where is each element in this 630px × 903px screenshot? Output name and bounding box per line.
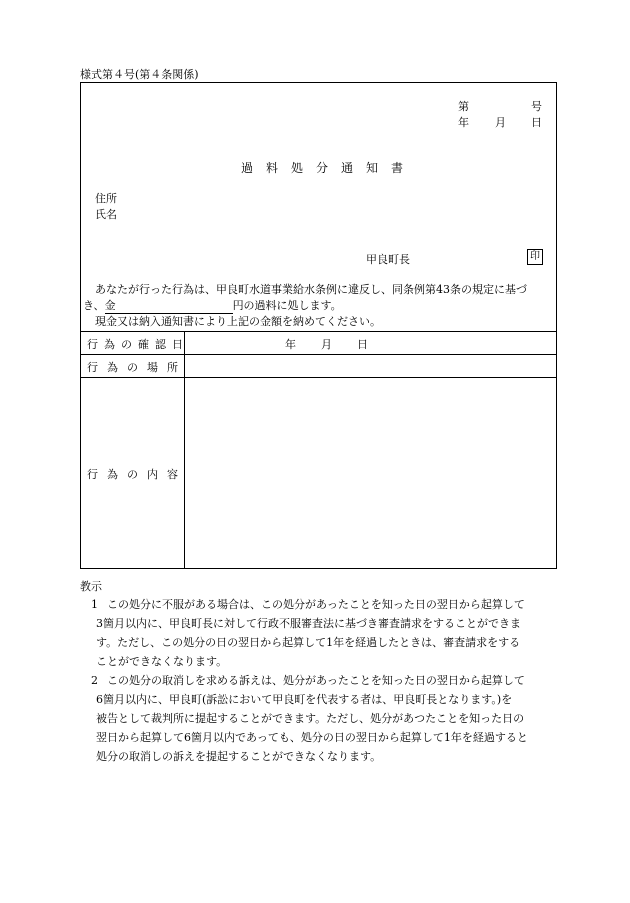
instruction-1-number: 1: [91, 598, 98, 611]
date-month: 月: [495, 116, 506, 129]
document-title: 過料処分通知書: [241, 161, 417, 175]
table-top-line: [81, 331, 556, 332]
seal-mark: 印: [527, 249, 543, 265]
body-line-2-prefix: き、: [83, 299, 105, 312]
date-day: 日: [531, 116, 542, 129]
amount-label: 金: [104, 299, 116, 312]
address-label: 住所: [95, 192, 117, 205]
instruction-1-line-2: 3箇月以内に、甲良町長に対して行政不服審査法に基づき審査請求をすることができま: [96, 617, 521, 630]
table-row-line-1: [81, 354, 556, 355]
body-line-3: 現金又は納入通知書により上記の金額を納めてください。: [95, 315, 381, 328]
form-label: 様式第４号(第４条関係): [80, 68, 199, 81]
instruction-1-line-3: す。ただし、この処分の日の翌日から起算して1年を経過したときは、審査請求をする: [96, 636, 521, 649]
instruction-1-line-4: ことができなくなります。: [96, 655, 228, 668]
content-label: 行為の内容: [87, 468, 187, 481]
number-prefix: 第: [458, 100, 469, 113]
instruction-2-number: 2: [91, 674, 98, 687]
instructions-heading: 教示: [80, 580, 102, 593]
instruction-1-line-1: この処分に不服がある場合は、この処分があったことを知った日の翌日から起算して: [107, 598, 525, 611]
notice-form-box: [80, 82, 557, 569]
place-label: 行為の場所: [87, 361, 187, 374]
table-row-line-2: [81, 377, 556, 378]
instruction-2-line-3: 被告として裁判所に提起することができます。ただし、処分があつたことを知った日の: [96, 712, 525, 725]
instruction-2-line-1: この処分の取消しを求める訴えは、処分があったことを知った日の翌日から起算して: [107, 674, 525, 687]
confirm-date-month: 月: [321, 338, 332, 351]
confirm-date-day: 日: [357, 338, 368, 351]
instruction-2-line-2: 6箇月以内に、甲良町(訴訟において甲良町を代表する者は、甲良町長となります。)を: [96, 693, 513, 706]
number-suffix: 号: [531, 100, 542, 113]
body-line-2-suffix: 円の過料に処します。: [232, 299, 342, 312]
confirm-date-label: 行為の確認日: [87, 338, 189, 351]
body-line-2: [83, 297, 342, 314]
name-label: 氏名: [95, 208, 117, 221]
issuer-name: 甲良町長: [366, 253, 410, 266]
amount-field: [105, 297, 233, 314]
confirm-date-year: 年: [285, 338, 296, 351]
date-year: 年: [458, 116, 469, 129]
instruction-2-line-5: 処分の取消しの訴えを提起することができなくなります。: [96, 750, 382, 763]
instruction-2-line-4: 翌日から起算して6箇月以内であっても、処分の日の翌日から起算して1年を経過すると: [96, 731, 528, 744]
body-line-1: あなたが行った行為は、甲良町水道事業給水条例に違反し、同条例第43条の規定に基づ: [95, 283, 527, 296]
